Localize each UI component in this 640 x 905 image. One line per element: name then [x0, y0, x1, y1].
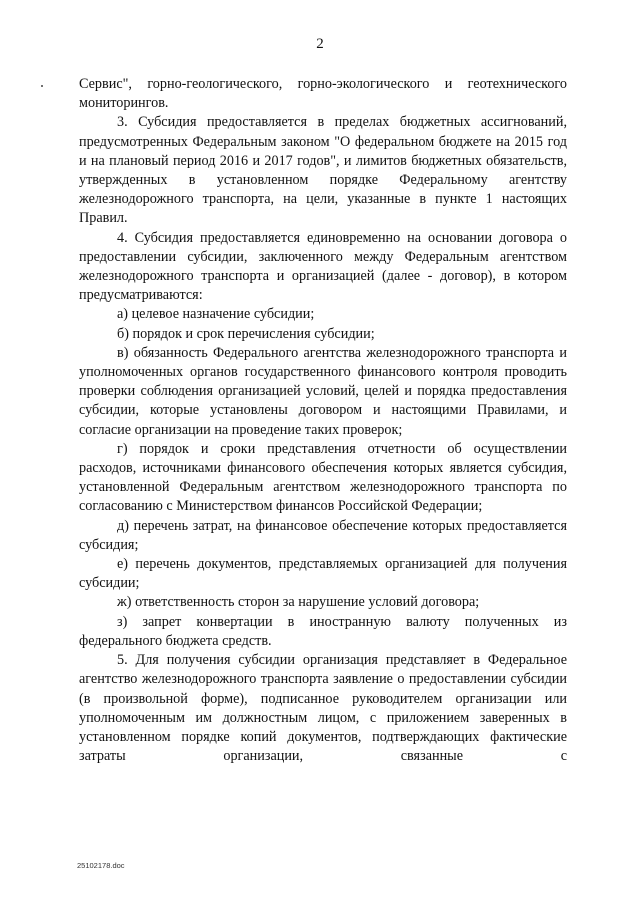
list-item-e: е) перечень документов, представляемых организацией для получения субсидии; [79, 556, 567, 592]
page-number: 2 [316, 36, 324, 52]
list-item-g: г) порядок и сроки представления отчетности об осуществлении расходов, источниками финансового обеспечения которых является субсидия, установленной Федеральным агентством железнодорожного транспорта по согласованию с Министерством финансов Российской Федерации; [79, 440, 567, 515]
paragraph-clause-4: 4. Субсидия предоставляется единовременно на основании договора о предоставлении субсидии, заключенного между Федеральным агентством железнодорожного транспорта и организацией (далее - договор), в котором предусматриваются: [79, 229, 567, 304]
list-item-zh: ж) ответственность сторон за нарушение условий договора; [117, 594, 480, 611]
list-item-v: в) обязанность Федерального агентства железнодорожного транспорта и уполномоченных органов государственного финансового контроля проводить проверки соблюдения организацией условий, целей и порядка предоставления субсидии, которые установлены договором и настоящими Правилами, и согласие организации на проведение таких проверок; [79, 344, 567, 438]
scan-speck [41, 85, 43, 87]
footer-filename: 25102178.doc [77, 861, 125, 870]
list-item-a: а) целевое назначение субсидии; [117, 306, 315, 323]
paragraph-clause-3: 3. Субсидия предоставляется в пределах бюджетных ассигнований, предусмотренных Федеральным законом "О федеральном бюджете на 2015 год и на плановый период 2016 и 2017 годов", и лимитов бюджетных обязательств, утвержденных в установленном порядке Федеральному агентству железнодорожного транспорта, на цели, указанные в пункте 1 настоящих Правил. [79, 114, 567, 227]
list-item-z: з) запрет конвертации в иностранную валюту полученных из федерального бюджета средств. [79, 613, 567, 649]
paragraph-continuation: Сервис", горно-геологического, горно-экологического и геотехнического мониторингов. [79, 76, 567, 112]
list-item-b: б) порядок и срок перечисления субсидии; [117, 325, 375, 342]
document-body [79, 75, 567, 766]
paragraph-clause-5: 5. Для получения субсидии организация представляет в Федеральное агентство железнодорожного транспорта заявление о предоставлении субсидии (в произвольной форме), подписанное руководителем организации или уполномоченным им должностным лицом, с приложением заверенных в установленном порядке копий документов, подтверждающих фактические затраты организации, связанные с [79, 652, 567, 765]
list-item-d: д) перечень затрат, на финансовое обеспечение которых предоставляется субсидия; [79, 517, 567, 553]
